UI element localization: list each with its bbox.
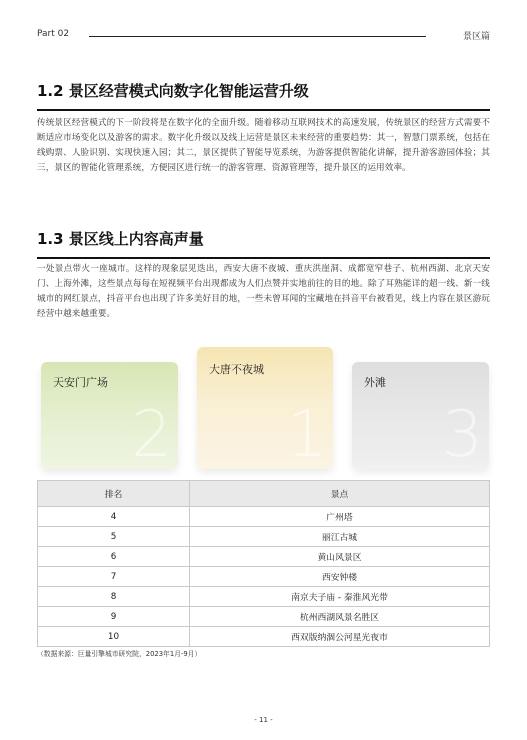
rank-cell: 10 xyxy=(38,627,190,647)
column-header-spot: 景点 xyxy=(190,481,490,507)
table-row xyxy=(38,507,490,527)
podium-rank: 3 xyxy=(442,398,483,469)
part-label: Part 02 xyxy=(37,29,70,39)
spot-cell: 黄山风景区 xyxy=(190,547,490,567)
page-header xyxy=(37,29,490,43)
podium-rank: 2 xyxy=(131,398,172,469)
podium-card-1 xyxy=(197,347,333,469)
spot-cell: 西双版纳涸公河星光夜市 xyxy=(190,627,490,647)
table-header-row xyxy=(38,481,490,507)
section-1-3-paragraph: 一处景点带火一座城市。这样的现象层见迭出，西安大唐不夜城、重庆洪崖洞、成都宽窄巷子、杭州西湖、北京天安门、上海外滩，这些景点每每在短视频平台出现都成为人们点赞并实地前往的目的地。除了耳熟能详的超一线、新一线城市的网红景点，抖音平台也出现了许多美好目的地，一些未曾耳闻的宝藏地在抖音平台被看见，线上内容在景区游玩经营中越来越重要。 xyxy=(37,264,490,319)
podium-name: 外滩 xyxy=(364,376,386,389)
rank-cell: 7 xyxy=(38,567,190,587)
column-header-rank: 排名 xyxy=(38,481,190,507)
spot-cell: 西安钟楼 xyxy=(190,567,490,587)
podium-name: 大唐不夜城 xyxy=(209,363,264,376)
section-title: 1.2 景区经营模式向数字化智能运营升级 xyxy=(37,82,309,100)
section-heading-1-3 xyxy=(37,228,490,249)
table-row xyxy=(38,547,490,567)
rank-cell: 5 xyxy=(38,527,190,547)
data-source-note: （数据来源：巨量引擎城市研究院，2023年1月-9月） xyxy=(37,650,202,658)
spot-cell: 南京夫子庙 - 秦淮风光带 xyxy=(190,587,490,607)
ranking-table xyxy=(37,480,490,647)
table-row xyxy=(38,567,490,587)
section-title: 1.3 景区线上内容高声量 xyxy=(37,230,204,248)
podium-card-3 xyxy=(352,362,489,469)
table-row xyxy=(38,587,490,607)
spot-cell: 广州塔 xyxy=(190,507,490,527)
heading-rule xyxy=(37,109,490,111)
section-heading-1-2 xyxy=(37,80,490,101)
section-label: 景区篇 xyxy=(462,32,490,42)
spot-cell: 杭州西湖风景名胜区 xyxy=(190,607,490,627)
heading-rule xyxy=(37,257,490,259)
rank-cell: 9 xyxy=(38,607,190,627)
page-number: - 11 - xyxy=(254,716,273,724)
podium-rank: 1 xyxy=(286,398,327,469)
podium-name: 天安门广场 xyxy=(53,376,108,389)
table-row xyxy=(38,627,490,647)
rank-cell: 4 xyxy=(38,507,190,527)
rank-cell: 8 xyxy=(38,587,190,607)
section-1-2-paragraph: 传统景区经营模式的下一阶段将是在数字化的全面升级。随着移动互联网技术的高速发展，传统景区的经营方式需要不断适应市场变化以及游客的需求。数字化升级以及线上运营是景区未来经营的重要趋势：其一，智慧门票系统，包括在线购票、人脸识别、实现快速入园；其二，景区提供了智能导览系统，为游客提供智能化讲解，提升游客游园体验；其三，景区的智能化管理系统，方便园区进行统一的游客管理、资源管理等，提升景区的运用效率。 xyxy=(37,118,490,173)
spot-cell: 丽江古城 xyxy=(190,527,490,547)
table-row xyxy=(38,527,490,547)
header-divider xyxy=(89,36,426,37)
podium-card-2 xyxy=(41,362,178,469)
rank-cell: 6 xyxy=(38,547,190,567)
table-row xyxy=(38,607,490,627)
